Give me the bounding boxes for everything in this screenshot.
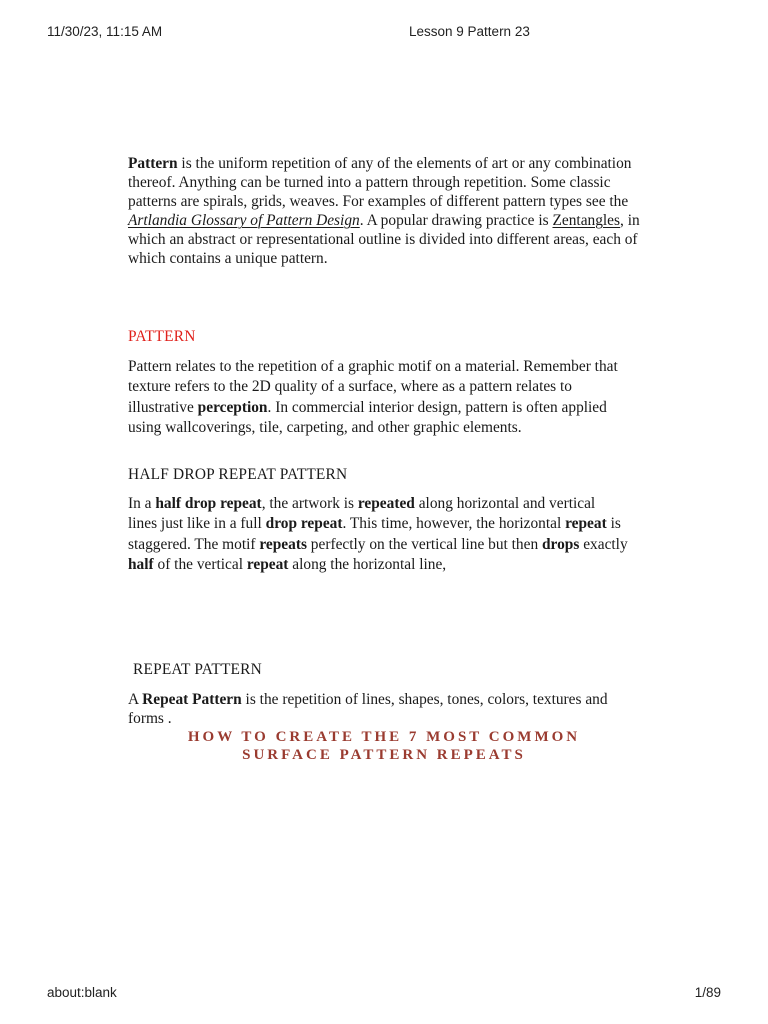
print-url: about:blank [47, 985, 117, 1000]
pattern-heading: PATTERN [128, 328, 196, 345]
page-number: 1/89 [694, 985, 721, 1000]
repeat-pattern-paragraph: A Repeat Pattern is the repetition of lines, shapes, tones, colors, textures and forms . [128, 691, 608, 727]
half-drop-paragraph: In a half drop repeat, the artwork is repeated along horizontal and vertical lines just like in a full drop repeat. This time, however, the horizontal repeat is staggered. The motif repeats perfectly on the vertical line but then drops exactly half of the vertical repeat along the horizontal line, [128, 495, 628, 574]
intro-paragraph: Pattern is the uniform repetition of any of the elements of art or any combination thereof. Anything can be turned into a pattern through repetition. Some classic patterns are spirals, grids, weaves. For examples of different pattern types see the Artlandia Glossary of Pattern Design. A popular drawing practice is Zentangles, in which an abstract or representational outline is divided into different areas, each of which contains a unique pattern. [128, 155, 640, 267]
caps-heading-line-1: HOW TO CREATE THE 7 MOST COMMON [187, 729, 581, 745]
repeat-pattern-heading: REPEAT PATTERN [133, 661, 262, 678]
half-drop-heading: HALF DROP REPEAT PATTERN [128, 466, 348, 483]
print-page-title: Lesson 9 Pattern 23 [409, 24, 530, 39]
caps-heading-line-2: SURFACE PATTERN REPEATS [242, 747, 526, 763]
pattern-paragraph: Pattern relates to the repetition of a graphic motif on a material. Remember that texture refers to the 2D quality of a surface, where as a pattern relates to illustrative perception. In commercial interior design, pattern is often applied using wallcoverings, tile, carpeting, and other graphic elements. [128, 358, 618, 437]
term-pattern: Pattern [128, 155, 178, 172]
artlandia-glossary-link[interactable]: Artlandia Glossary of Pattern Design [128, 212, 360, 229]
print-date: 11/30/23, 11:15 AM [47, 24, 163, 39]
zentangles-link[interactable]: Zentangles [552, 212, 621, 229]
